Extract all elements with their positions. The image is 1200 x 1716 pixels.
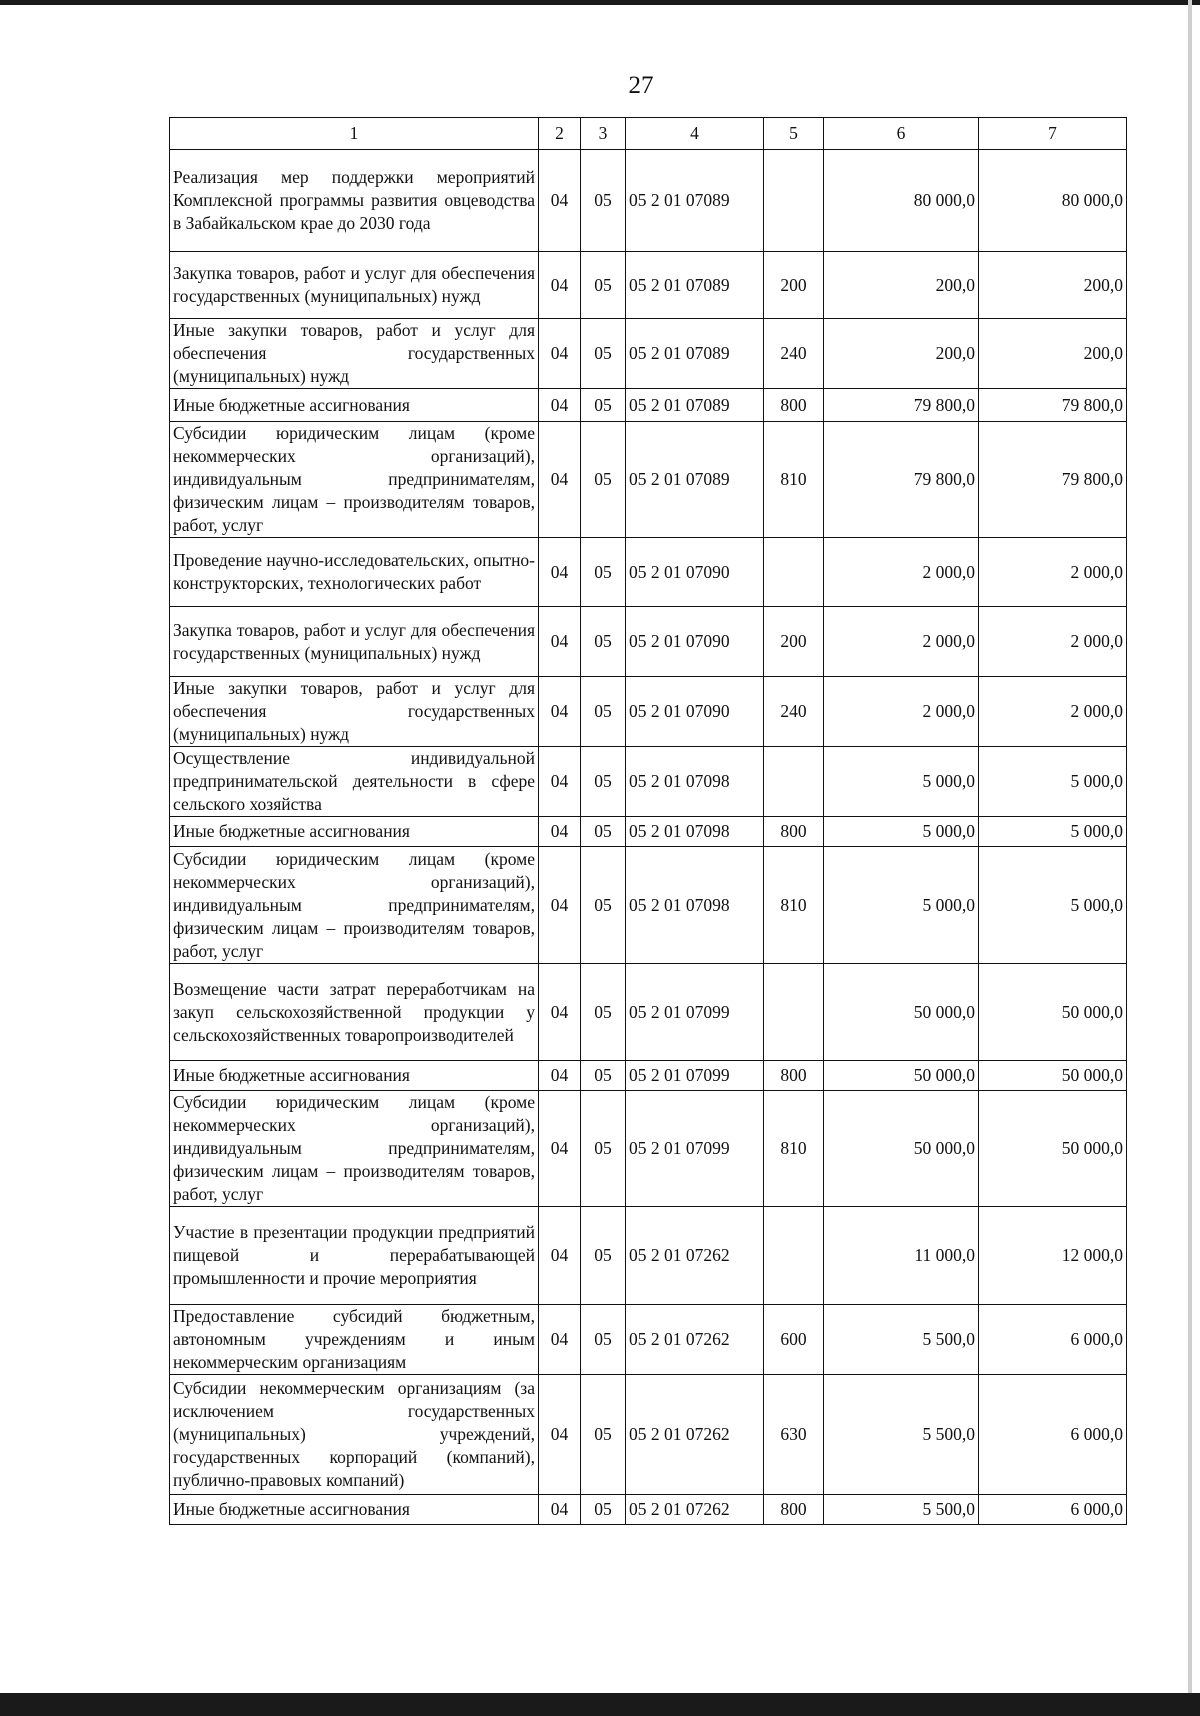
scan-right-edge xyxy=(1188,0,1192,1716)
target-article-code: 05 2 01 07089 xyxy=(626,252,764,319)
amount-col-6: 5 500,0 xyxy=(824,1305,979,1375)
amount-col-6: 11 000,0 xyxy=(824,1207,979,1305)
section-code: 04 xyxy=(539,847,581,964)
subsection-code: 05 xyxy=(581,817,626,847)
expense-type-code: 600 xyxy=(764,1305,824,1375)
target-article-code: 05 2 01 07262 xyxy=(626,1495,764,1525)
subsection-code: 05 xyxy=(581,607,626,677)
target-article-code: 05 2 01 07098 xyxy=(626,817,764,847)
subsection-code: 05 xyxy=(581,319,626,389)
amount-col-6: 50 000,0 xyxy=(824,1061,979,1091)
section-code: 04 xyxy=(539,964,581,1061)
expense-type-code: 200 xyxy=(764,252,824,319)
target-article-code: 05 2 01 07262 xyxy=(626,1305,764,1375)
amount-col-6: 2 000,0 xyxy=(824,677,979,747)
amount-col-7: 79 800,0 xyxy=(979,389,1127,422)
amount-col-7: 50 000,0 xyxy=(979,964,1127,1061)
expense-type-code: 800 xyxy=(764,389,824,422)
expense-type-code: 200 xyxy=(764,607,824,677)
subsection-code: 05 xyxy=(581,150,626,252)
subsection-code: 05 xyxy=(581,1091,626,1207)
amount-col-6: 50 000,0 xyxy=(824,1091,979,1207)
header-col-4: 4 xyxy=(626,118,764,150)
item-name: Субсидии юридическим лицам (кроме некоммерческих организаций), индивидуальным предпринимателям, физическим лицам – производителям товаров, работ, услуг xyxy=(170,847,539,964)
amount-col-7: 5 000,0 xyxy=(979,747,1127,817)
subsection-code: 05 xyxy=(581,964,626,1061)
table-row xyxy=(170,747,1127,817)
amount-col-6: 5 000,0 xyxy=(824,847,979,964)
amount-col-7: 50 000,0 xyxy=(979,1091,1127,1207)
subsection-code: 05 xyxy=(581,747,626,817)
amount-col-7: 6 000,0 xyxy=(979,1495,1127,1525)
item-name: Иные закупки товаров, работ и услуг для обеспечения государственных (муниципальных) нужд xyxy=(170,319,539,389)
expense-type-code: 810 xyxy=(764,1091,824,1207)
header-col-7: 7 xyxy=(979,118,1127,150)
section-code: 04 xyxy=(539,817,581,847)
expense-type-code: 800 xyxy=(764,817,824,847)
section-code: 04 xyxy=(539,422,581,538)
target-article-code: 05 2 01 07099 xyxy=(626,964,764,1061)
amount-col-7: 80 000,0 xyxy=(979,150,1127,252)
header-col-3: 3 xyxy=(581,118,626,150)
item-name: Закупка товаров, работ и услуг для обеспечения государственных (муниципальных) нужд xyxy=(170,252,539,319)
amount-col-6: 2 000,0 xyxy=(824,607,979,677)
section-code: 04 xyxy=(539,252,581,319)
item-name: Закупка товаров, работ и услуг для обеспечения государственных (муниципальных) нужд xyxy=(170,607,539,677)
target-article-code: 05 2 01 07099 xyxy=(626,1061,764,1091)
table-row xyxy=(170,1207,1127,1305)
expense-type-code xyxy=(764,747,824,817)
amount-col-6: 5 000,0 xyxy=(824,817,979,847)
subsection-code: 05 xyxy=(581,252,626,319)
section-code: 04 xyxy=(539,747,581,817)
item-name: Субсидии юридическим лицам (кроме некоммерческих организаций), индивидуальным предпринимателям, физическим лицам – производителям товаров, работ, услуг xyxy=(170,1091,539,1207)
item-name: Предоставление субсидий бюджетным, автономным учреждениям и иным некоммерческим организациям xyxy=(170,1305,539,1375)
target-article-code: 05 2 01 07262 xyxy=(626,1207,764,1305)
item-name: Участие в презентации продукции предприятий пищевой и перерабатывающей промышленности и прочие мероприятия xyxy=(170,1207,539,1305)
header-col-5: 5 xyxy=(764,118,824,150)
amount-col-6: 5 500,0 xyxy=(824,1495,979,1525)
amount-col-6: 5 500,0 xyxy=(824,1375,979,1495)
subsection-code: 05 xyxy=(581,677,626,747)
expense-type-code: 800 xyxy=(764,1495,824,1525)
amount-col-7: 5 000,0 xyxy=(979,817,1127,847)
table-row xyxy=(170,538,1127,607)
subsection-code: 05 xyxy=(581,389,626,422)
target-article-code: 05 2 01 07089 xyxy=(626,422,764,538)
amount-col-6: 50 000,0 xyxy=(824,964,979,1061)
table-row xyxy=(170,1061,1127,1091)
target-article-code: 05 2 01 07098 xyxy=(626,747,764,817)
item-name: Субсидии некоммерческим организациям (за исключением государственных (муниципальных) учреждений, государственных корпораций (компаний), публично-правовых компаний) xyxy=(170,1375,539,1495)
table-row xyxy=(170,607,1127,677)
subsection-code: 05 xyxy=(581,1375,626,1495)
item-name: Иные бюджетные ассигнования xyxy=(170,389,539,422)
section-code: 04 xyxy=(539,607,581,677)
expense-type-code: 630 xyxy=(764,1375,824,1495)
table-row xyxy=(170,1305,1127,1375)
subsection-code: 05 xyxy=(581,422,626,538)
amount-col-7: 5 000,0 xyxy=(979,847,1127,964)
section-code: 04 xyxy=(539,538,581,607)
table-row xyxy=(170,847,1127,964)
section-code: 04 xyxy=(539,319,581,389)
section-code: 04 xyxy=(539,1061,581,1091)
subsection-code: 05 xyxy=(581,1305,626,1375)
header-col-1: 1 xyxy=(170,118,539,150)
expense-type-code: 810 xyxy=(764,422,824,538)
table-row xyxy=(170,1091,1127,1207)
table-row xyxy=(170,1495,1127,1525)
expense-type-code xyxy=(764,538,824,607)
target-article-code: 05 2 01 07089 xyxy=(626,389,764,422)
subsection-code: 05 xyxy=(581,538,626,607)
item-name: Иные бюджетные ассигнования xyxy=(170,1495,539,1525)
amount-col-6: 5 000,0 xyxy=(824,747,979,817)
amount-col-6: 2 000,0 xyxy=(824,538,979,607)
subsection-code: 05 xyxy=(581,847,626,964)
item-name: Иные бюджетные ассигнования xyxy=(170,817,539,847)
header-col-2: 2 xyxy=(539,118,581,150)
header-col-6: 6 xyxy=(824,118,979,150)
amount-col-7: 2 000,0 xyxy=(979,538,1127,607)
amount-col-6: 79 800,0 xyxy=(824,389,979,422)
table-header-row xyxy=(170,118,1127,150)
amount-col-7: 6 000,0 xyxy=(979,1305,1127,1375)
page-number: 27 xyxy=(628,72,654,99)
amount-col-7: 200,0 xyxy=(979,252,1127,319)
amount-col-6: 200,0 xyxy=(824,252,979,319)
item-name: Иные бюджетные ассигнования xyxy=(170,1061,539,1091)
subsection-code: 05 xyxy=(581,1495,626,1525)
section-code: 04 xyxy=(539,1375,581,1495)
amount-col-6: 200,0 xyxy=(824,319,979,389)
section-code: 04 xyxy=(539,389,581,422)
scan-bottom-border xyxy=(0,1693,1200,1716)
amount-col-6: 80 000,0 xyxy=(824,150,979,252)
table-row xyxy=(170,422,1127,538)
table-row xyxy=(170,252,1127,319)
section-code: 04 xyxy=(539,1091,581,1207)
table-row xyxy=(170,817,1127,847)
subsection-code: 05 xyxy=(581,1061,626,1091)
expense-type-code xyxy=(764,150,824,252)
table-row xyxy=(170,964,1127,1061)
expense-type-code: 810 xyxy=(764,847,824,964)
amount-col-7: 6 000,0 xyxy=(979,1375,1127,1495)
item-name: Субсидии юридическим лицам (кроме некоммерческих организаций), индивидуальным предпринимателям, физическим лицам – производителям товаров, работ, услуг xyxy=(170,422,539,538)
table-row xyxy=(170,319,1127,389)
amount-col-7: 200,0 xyxy=(979,319,1127,389)
section-code: 04 xyxy=(539,1207,581,1305)
target-article-code: 05 2 01 07089 xyxy=(626,319,764,389)
target-article-code: 05 2 01 07089 xyxy=(626,150,764,252)
item-name: Проведение научно-исследовательских, опытно-конструкторских, технологических работ xyxy=(170,538,539,607)
section-code: 04 xyxy=(539,150,581,252)
amount-col-7: 2 000,0 xyxy=(979,607,1127,677)
table-row xyxy=(170,677,1127,747)
target-article-code: 05 2 01 07098 xyxy=(626,847,764,964)
table-row xyxy=(170,150,1127,252)
item-name: Осуществление индивидуальной предпринимательской деятельности в сфере сельского хозяйства xyxy=(170,747,539,817)
item-name: Реализация мер поддержки мероприятий Комплексной программы развития овцеводства в Забайкальском крае до 2030 года xyxy=(170,150,539,252)
amount-col-7: 50 000,0 xyxy=(979,1061,1127,1091)
subsection-code: 05 xyxy=(581,1207,626,1305)
expense-type-code: 240 xyxy=(764,319,824,389)
target-article-code: 05 2 01 07090 xyxy=(626,538,764,607)
target-article-code: 05 2 01 07099 xyxy=(626,1091,764,1207)
expense-type-code xyxy=(764,1207,824,1305)
target-article-code: 05 2 01 07090 xyxy=(626,677,764,747)
budget-table xyxy=(169,117,1127,1525)
amount-col-6: 79 800,0 xyxy=(824,422,979,538)
expense-type-code: 800 xyxy=(764,1061,824,1091)
expense-type-code: 240 xyxy=(764,677,824,747)
target-article-code: 05 2 01 07090 xyxy=(626,607,764,677)
section-code: 04 xyxy=(539,677,581,747)
item-name: Иные закупки товаров, работ и услуг для обеспечения государственных (муниципальных) нужд xyxy=(170,677,539,747)
item-name: Возмещение части затрат переработчикам на закуп сельскохозяйственной продукции у сельскохозяйственных товаропроизводителей xyxy=(170,964,539,1061)
table-row xyxy=(170,1375,1127,1495)
target-article-code: 05 2 01 07262 xyxy=(626,1375,764,1495)
scan-top-border xyxy=(0,0,1200,5)
amount-col-7: 12 000,0 xyxy=(979,1207,1127,1305)
table-row xyxy=(170,389,1127,422)
amount-col-7: 2 000,0 xyxy=(979,677,1127,747)
expense-type-code xyxy=(764,964,824,1061)
section-code: 04 xyxy=(539,1305,581,1375)
section-code: 04 xyxy=(539,1495,581,1525)
amount-col-7: 79 800,0 xyxy=(979,422,1127,538)
